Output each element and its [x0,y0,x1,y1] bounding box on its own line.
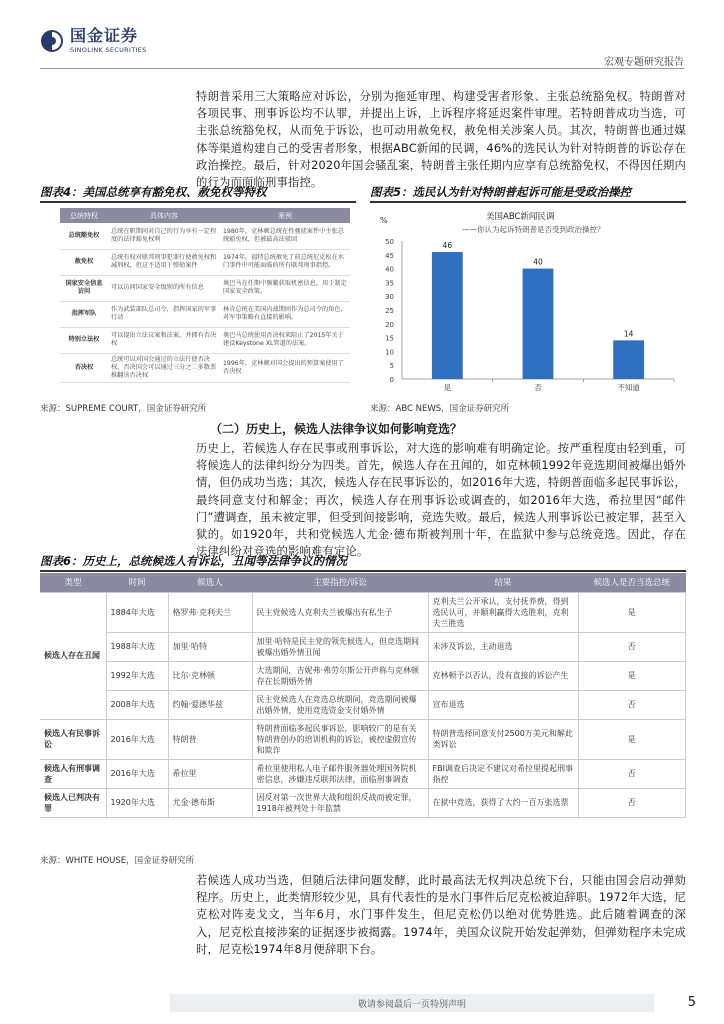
privilege-name: 特别立法权 [60,327,108,353]
report-type: 宏观专题研究报告 [604,57,684,68]
y-tick-label: 15 [385,334,394,343]
table-row [60,223,350,249]
election-year: 1988年大选 [106,632,168,661]
bar [613,340,644,379]
y-axis-label: % [380,216,388,225]
candidate-name: 比尔·克林顿 [168,661,252,690]
y-tick-label: 10 [385,348,394,357]
won-election: 是 [578,719,686,759]
election-year: 2016年大选 [106,759,168,788]
figure6-table [40,573,686,818]
privilege-case: 奥巴马在任期中频繁获取机密信息，用于制定国家安全政策。 [220,275,350,301]
y-tick-label: 25 [385,307,394,315]
figure4-table [60,208,350,383]
figure4-title-rule [40,201,356,203]
figure4-source: 来源：SUPREME COURT，国金证券研究所 [40,404,207,414]
charge-description: 加里·哈特是民主党的领先候选人，但竞选期间被爆出婚外情丑闻 [252,632,428,661]
page-number: 5 [687,995,696,1010]
charge-description: 民主党候选人克利夫兰被爆出有私生子 [252,592,428,632]
won-election: 否 [578,759,686,788]
table-row [40,592,686,632]
election-year: 1920年大选 [106,788,168,817]
privilege-case: 1996年，克林顿对国会提出的预算案使用了否决权 [220,353,350,382]
table-header-row [60,208,350,223]
table-row [40,719,686,759]
table-header-cell: 具体内容 [108,208,220,223]
y-tick-label: 30 [385,293,394,302]
privilege-name: 否决权 [60,353,108,382]
won-election: 否 [578,788,686,817]
table-header-cell: 结果 [428,573,578,592]
election-year: 1992年大选 [106,661,168,690]
table-header-cell: 候选人是否当选总统 [578,573,686,592]
candidate-name: 特朗普 [168,719,252,759]
table-header-cell: 类型 [40,573,106,592]
figure6-title-rule [40,570,686,572]
figure4-title: 图表4：美国总统享有豁免权、赦免权等特权 [40,185,267,199]
won-election: 是 [578,661,686,690]
sinolink-logo-icon [40,29,64,53]
closing-paragraph: 若候选人成功当选，但随后法律问题发酵，此时最高法无权判决总统下台，只能由国会启动弹劾程序。历史上，此类情形较少见，具有代表性的是水门事件后尼克松被迫辞职。1972年大选，尼克松对阵麦戈文，当年6月，水门事件发生，但尼克松仍以绝对优势胜选。此后随着调查的深入，尼克松直接涉案的证据逐步被揭露。1974年，美国众议院开始发起弹劾，但弹劾程序未完成时，尼克松1974年8月便辞职下台。 [196,874,686,956]
privilege-content: 作为武装部队总司令，指挥国家的军事行动 [108,301,220,327]
bar [523,269,554,379]
bar-value-label: 40 [533,257,543,267]
figure5-title: 图表5：选民认为针对特朗普起诉可能是受政治操控 [370,185,631,199]
candidate-name: 格罗弗·克利夫兰 [168,592,252,632]
case-result: 宣布退选 [428,690,578,719]
table-header-cell: 主要指控/诉讼 [252,573,428,592]
y-tick-label: 35 [385,279,394,288]
header-divider [40,68,684,69]
x-tick-label: 否 [534,383,542,392]
charge-description: 特朗普面临多起民事诉讼，影响较广的是有关特朗普创办的培训机构的诉讼，被控虚假宣传和欺诈 [252,719,428,759]
table-header-cell: 案例 [220,208,350,223]
figure5-title-rule [370,201,686,203]
intro-paragraph: 特朗普采用三大策略应对诉讼，分别为拖延审理、构建受害者形象、主张总统豁免权。特朗普对各项民事、刑事诉讼均不认罪，并提出上诉，上诉程序将延迟案件审理。若特朗普成功当选，可主张总统豁免权，从而免于诉讼，也可动用赦免权，赦免相关涉案人员。其次，特朗普也通过媒体等渠道构建自己的受害者形象，根据ABC新闻的民调，46%的选民认为针对特朗普的诉讼存在政治操控。最后，针对2020年国会骚乱案，特朗普主张任期内应享有总统豁免权，不得因任期内的行为而面临刑事指控。 [196,90,686,190]
table-row [40,759,686,788]
table-row [40,632,686,661]
table-header-cell: 总统特权 [60,208,108,223]
chart-subtitle: ——你认为起诉特朗普是否受到政治操控？ [462,225,605,234]
won-election: 否 [578,690,686,719]
candidate-name: 希拉里 [168,759,252,788]
y-tick-label: 45 [385,251,394,260]
table-header-row [40,573,686,592]
privilege-name: 总统豁免权 [60,223,108,249]
section-heading: （二）历史上，候选人法律争议如何影响竞选？ [210,422,463,436]
bar [432,252,463,379]
bar-value-label: 46 [442,241,453,251]
won-election: 否 [578,632,686,661]
table-row [40,661,686,690]
table-header-cell: 候选人 [168,573,252,592]
candidate-name: 约翰·爱德华兹 [168,690,252,719]
case-result: FBI调查后决定不建议对希拉里提起刑事指控 [428,759,578,788]
y-tick-label: 5 [389,362,394,371]
section2-paragraph: 历史上，若候选人存在民事或刑事诉讼，对大选的影响难有明确定论。按严重程度由轻到重，可将候选人的法律纠纷分为四类。首先，候选人存在丑闻的，如克林顿1992年竞选期间被爆出婚外情，但仍成功当选；其次，候选人存在民事诉讼的，如2016年大选，特朗普面临多起民事诉讼，最终同意支付和解金；再次，候选人存在刑事诉讼或调查的，如2016年大选，希拉里因“邮件门”遭调查，虽未被定罪，但受到间接影响，竞选失败。最后，候选人刑事诉讼已被定罪，甚至入狱的。如1920年，共和党候选人尤金·德布斯被判刑十年，在监狱中参与总统竞选。因此，存在法律纠纷对竞选的影响难有定论。 [196,442,686,559]
privilege-name: 国家安全信息访问 [60,275,108,301]
privilege-content: 可以访问国家安全级别的所有信息 [108,275,220,301]
chart-title: 美国ABC新闻民调 [486,212,555,222]
charge-description: 大选期间，吉妮弗·弗劳尔斯公开声称与克林顿存在长期婚外情 [252,661,428,690]
table-row [60,327,350,353]
candidate-name: 尤金·德布斯 [168,788,252,817]
table-row [60,353,350,382]
privilege-content: 可以提出立法议案和法案，并拥有否决权 [108,327,220,353]
table-row [40,690,686,719]
brand-name-en: SINOLINK SECURITIES [70,46,147,54]
table-row [40,788,686,817]
privilege-case: 奥巴马总统使用否决权来阻止了2015年关于建设Keystone XL管道的法案。 [220,327,350,353]
figure5-bar-chart [366,205,686,395]
charge-description: 民主党候选人在竞选总统期间，竞选期间被爆出婚外情，使用竞选资金支付婚外情 [252,690,428,719]
privilege-case: 1974年，福特总统赦免了前总统尼克松在水门事件中可能面临的所有联邦刑事指控。 [220,249,350,275]
privilege-content: 总统在职期间对自己的行为享有一定程度的法律豁免权利 [108,223,220,249]
election-year: 2008年大选 [106,690,168,719]
brand-name-cn: 国金证券 [70,26,139,45]
y-tick-label: 20 [385,320,394,329]
case-type: 候选人有刑事调查 [40,759,106,788]
brand-logo [40,28,147,54]
case-result: 克利夫兰公开承认，支付抚养费，得到选民认可，并顺利赢得大选胜利，克利夫兰胜选 [428,592,578,632]
privilege-content: 总统可以对国会通过的立法行使否决权，否决国会可以通过三分之二多数票推翻该否决权 [108,353,220,382]
charge-description: 希拉里使用私人电子邮件服务器处理国务院机密信息，涉嫌违反联邦法律，面临刑事调查 [252,759,428,788]
case-result: 特朗普选择同意支付2500万美元和解此类诉讼 [428,719,578,759]
figure6-source: 来源：WHITE HOUSE，国金证券研究所 [40,856,195,866]
y-tick-label: 50 [385,238,394,246]
privilege-content: 总统有权对联邦刑事犯罪行使赦免权和减刑权，但这不适用于弹劾案件 [108,249,220,275]
case-type: 候选人有民事诉讼 [40,719,106,759]
x-tick-label: 是 [443,383,452,392]
figure5-source: 来源：ABC NEWS，国金证券研究所 [370,404,510,414]
y-tick-label: 40 [385,265,394,274]
bar-value-label: 14 [623,329,634,339]
x-tick-label: 不知道 [617,383,640,392]
table-row [60,249,350,275]
case-type: 候选人存在丑闻 [40,592,106,719]
case-result: 未涉及诉讼，主动退选 [428,632,578,661]
y-tick-label: 0 [389,376,394,384]
table-row [60,301,350,327]
page-header [0,0,724,70]
election-year: 1884年大选 [106,592,168,632]
election-year: 2016年大选 [106,719,168,759]
charge-description: 因反对第一次世界大战和组织反战而被定罪，1918年被判处十年监禁 [252,788,428,817]
candidate-name: 加里·哈特 [168,632,252,661]
figure6-title: 图表6：历史上，总统候选人有诉讼，丑闻等法律争议的情况 [40,554,347,568]
privilege-case: 1980年，克林顿总统在性骚扰案件中主张总统豁免权，但被最高法驳回 [220,223,350,249]
privilege-case: 林肯总统在美国内战期间作为总司令的角色，对军事策略有直接的影响。 [220,301,350,327]
case-result: 在狱中竞选，获得了大约一百万张选票 [428,788,578,817]
privilege-name: 指挥军队 [60,301,108,327]
privilege-name: 赦免权 [60,249,108,275]
table-row [60,275,350,301]
case-type: 候选人已判决有罪 [40,788,106,817]
won-election: 是 [578,592,686,632]
disclaimer-link[interactable]: 敬请参阅最后一页特别声明 [357,1000,466,1010]
table-header-cell: 时间 [106,573,168,592]
case-result: 克林顿予以否认，没有直接的诉讼产生 [428,661,578,690]
